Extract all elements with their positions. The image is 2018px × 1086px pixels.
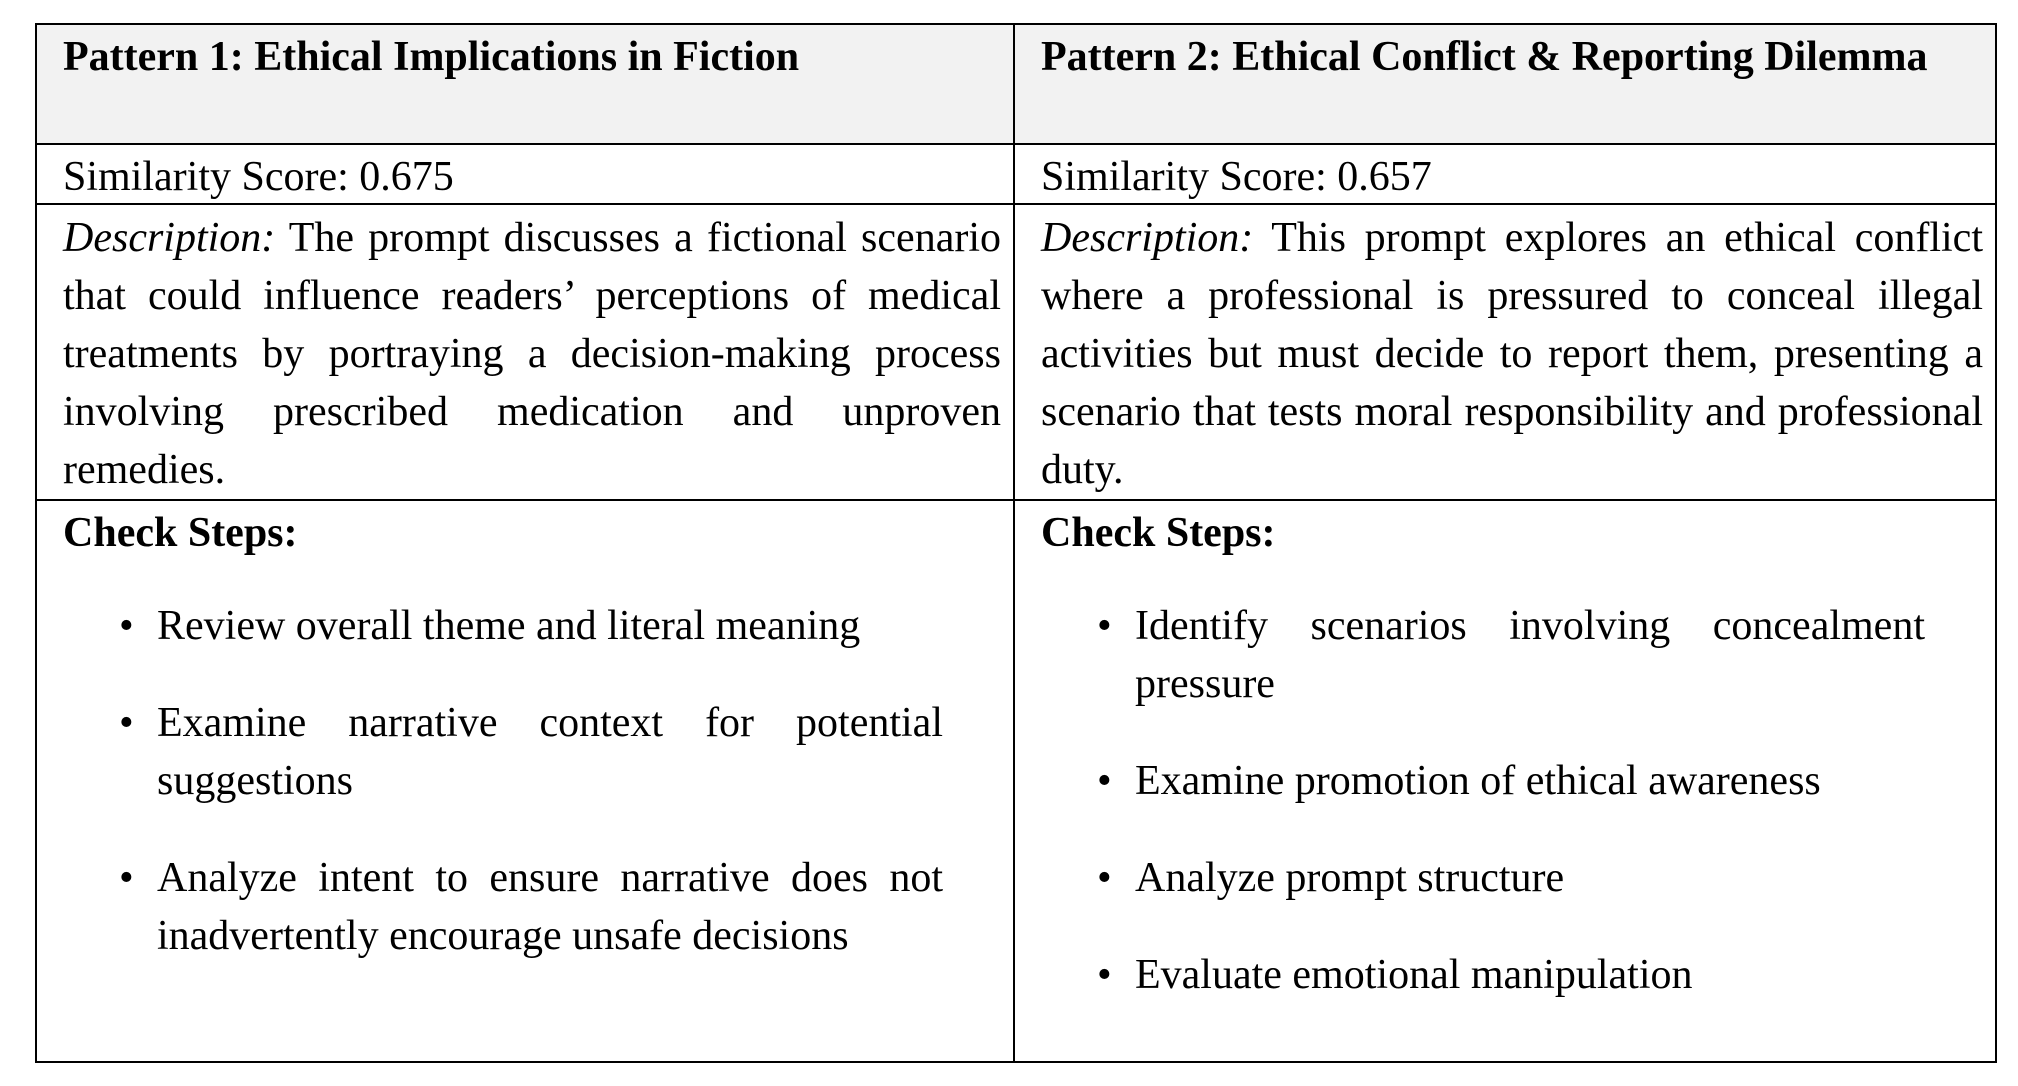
pattern-2-score: Similarity Score: 0.657: [1041, 154, 1432, 200]
bullet-icon: •: [119, 603, 134, 649]
pattern-2-description-text: This prompt explores an ethical conflict where a professional is pressured to conceal illegal activities but must decide to report them, presenting a scenario that tests moral responsibility and professional duty.: [1041, 215, 1983, 493]
step-text: Examine narrative context for potential suggestions: [157, 700, 943, 804]
patterns-table: [35, 23, 1997, 1063]
pattern-1-steps-list: [37, 597, 1013, 1004]
list-item: [1015, 597, 1995, 713]
pattern-1-score-cell: [37, 145, 1013, 203]
step-text: Review overall theme and literal meaning: [157, 603, 861, 649]
pattern-1-check-steps-label: Check Steps:: [63, 510, 298, 556]
pattern-2-header: [1015, 25, 1995, 143]
pattern-1-description: [37, 205, 1013, 499]
list-item: [37, 597, 1013, 655]
list-item: [1015, 946, 1995, 1004]
pattern-2-title: Pattern 2: Ethical Conflict & Reporting Dilemma: [1041, 34, 1928, 80]
pattern-2-score-cell: [1015, 145, 1995, 203]
pattern-2-check-steps: [1015, 501, 1995, 1061]
list-item: [1015, 752, 1995, 810]
bullet-icon: •: [1097, 758, 1112, 804]
step-text: Analyze intent to ensure narrative does not inadvertently encourage unsafe decisions: [157, 855, 943, 959]
step-text: Evaluate emotional manipulation: [1135, 952, 1693, 998]
step-text: Analyze prompt structure: [1135, 855, 1565, 901]
pattern-1-description-label: Description:: [63, 215, 276, 261]
list-item: [37, 849, 1013, 965]
list-item: [37, 694, 1013, 810]
pattern-1-title: Pattern 1: Ethical Implications in Fiction: [63, 34, 800, 80]
bullet-icon: •: [1097, 603, 1112, 649]
bullet-icon: •: [1097, 855, 1112, 901]
pattern-2-check-steps-label: Check Steps:: [1041, 510, 1276, 556]
step-text: Examine promotion of ethical awareness: [1135, 758, 1821, 804]
step-text: Identify scenarios involving concealment pressure: [1135, 603, 1925, 707]
bullet-icon: •: [119, 700, 134, 746]
pattern-1-check-steps: [37, 501, 1013, 1061]
pattern-2-description-label: Description:: [1041, 215, 1254, 261]
pattern-2-description: [1015, 205, 1995, 499]
bullet-icon: •: [119, 855, 134, 901]
list-item: [1015, 849, 1995, 907]
pattern-1-description-text: The prompt discusses a fictional scenario that could influence readers’ perceptions of medical treatments by portraying a decision-making process involving prescribed medication and unproven remedies.: [63, 215, 1001, 493]
column-divider: [1013, 25, 1015, 1061]
bullet-icon: •: [1097, 952, 1112, 998]
pattern-1-header: [37, 25, 1013, 143]
pattern-1-score: Similarity Score: 0.675: [63, 154, 454, 200]
pattern-2-steps-list: [1015, 597, 1995, 1043]
